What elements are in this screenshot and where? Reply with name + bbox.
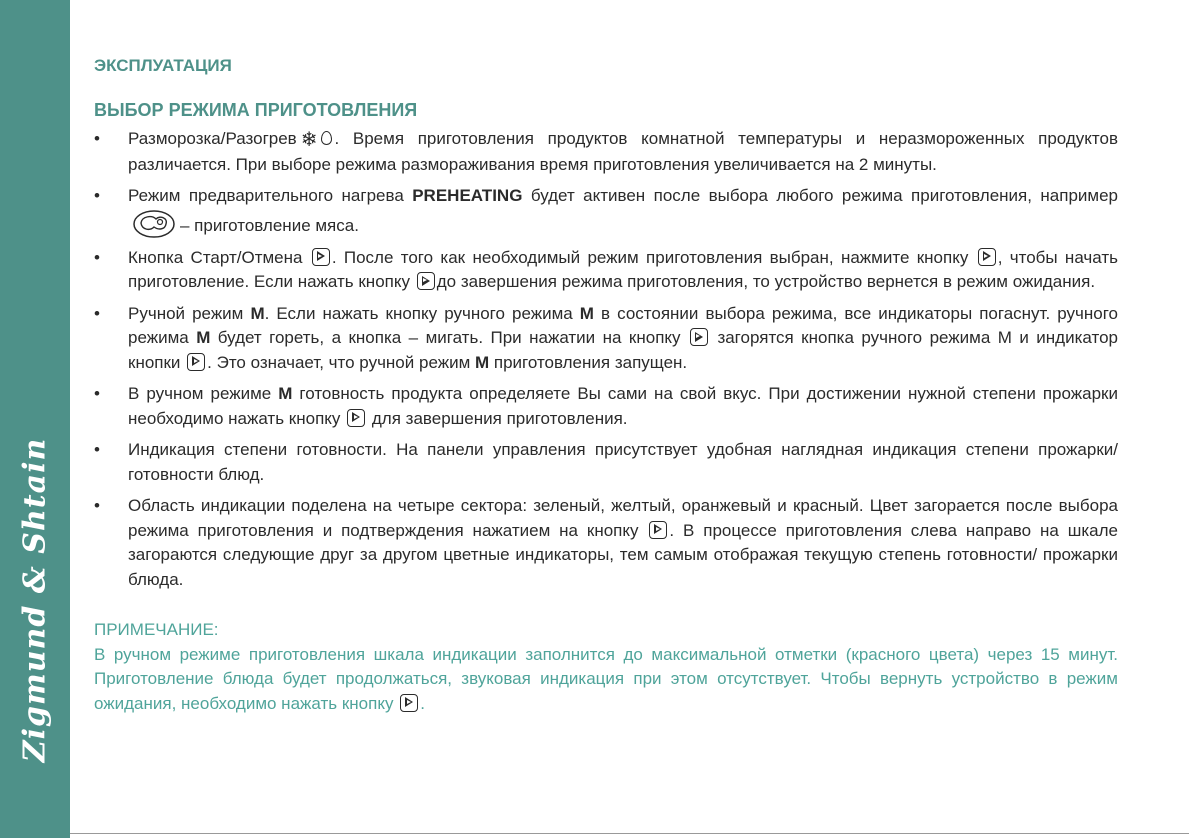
start-button-icon bbox=[312, 248, 330, 266]
list-item: • Область индикации поделена на четыре сектора: зеленый, желтый, оранжевый и красный. Цвет загорается после выбора режима приготовления и подтверждения нажатием на кнопку . В процессе приготовления слева направо на шкале загораются следующие друг за другом цветные индикаторы, тем самым отображая текущую степень готовности/ прожарки блюда. bbox=[94, 494, 1118, 592]
start-button-icon bbox=[978, 248, 996, 266]
list-item: • Режим предварительного нагрева PREHEATING будет активен после выбора любого режима приготовления, например – приготовление мяса. bbox=[94, 184, 1118, 239]
instruction-list bbox=[94, 127, 1118, 592]
start-button-icon bbox=[417, 272, 435, 290]
drop-icon bbox=[321, 131, 332, 145]
start-button-icon bbox=[187, 353, 205, 371]
list-item: • Кнопка Старт/Отмена . После того как необходимый режим приготовления выбран, нажмите кнопку , чтобы начать приготовление. Если нажать кнопку до завершения режима приготовления, то устройство вернется в режим ожидания. bbox=[94, 246, 1118, 295]
meat-mode-icon bbox=[132, 209, 176, 239]
start-button-icon bbox=[347, 409, 365, 427]
list-item: • Индикация степени готовности. На панели управления присутствует удобная наглядная индикация степени прожарки/готовности блюд. bbox=[94, 438, 1118, 487]
subsection-title: ВЫБОР РЕЖИМА ПРИГОТОВЛЕНИЯ bbox=[94, 100, 418, 120]
note-text: В ручном режиме приготовления шкала индикации заполнится до максимальной отметки (красного цвета) через 15 минут. Приготовление блюда будет продолжаться, звуковая индикация при этом отсутствует. Чтобы вернуть устройство в режим ожидания, необходимо нажать кнопку . bbox=[94, 644, 1118, 713]
list-item: • В ручном режиме M готовность продукта определяете Вы сами на свой вкус. При достижении нужной степени прожарки необходимо нажать кнопку для завершения приготовления. bbox=[94, 382, 1118, 431]
footer-divider bbox=[70, 833, 1189, 834]
list-item: • Разморозка/Разогрев ❄ . Время приготовления продуктов комнатной температуры и неразмороженных продуктов различается. При выборе режима размораживания время приготовления увеличивается на 2 минуты. bbox=[94, 127, 1118, 177]
list-item: • Ручной режим M. Если нажать кнопку ручного режима M в состоянии выбора режима, все индикаторы погаснут. ручного режима M будет гореть, а кнопка – мигать. При нажатии на кнопку загорятся кнопка ручного режима М и индикатор кнопки . Это означает, что ручной режим M приготовления запущен. bbox=[94, 302, 1118, 376]
brand-logo: Zigmund & Shtain bbox=[17, 437, 53, 763]
note-block bbox=[94, 618, 1118, 716]
brand-sidebar bbox=[0, 0, 70, 838]
snowflake-icon: ❄ bbox=[300, 129, 318, 151]
start-button-icon bbox=[690, 328, 708, 346]
start-button-icon bbox=[649, 521, 667, 539]
section-title: ЭКСПЛУАТАЦИЯ bbox=[94, 56, 232, 75]
page-content bbox=[94, 52, 1118, 716]
start-button-icon bbox=[400, 694, 418, 712]
note-title: ПРИМЕЧАНИЕ: bbox=[94, 620, 219, 639]
